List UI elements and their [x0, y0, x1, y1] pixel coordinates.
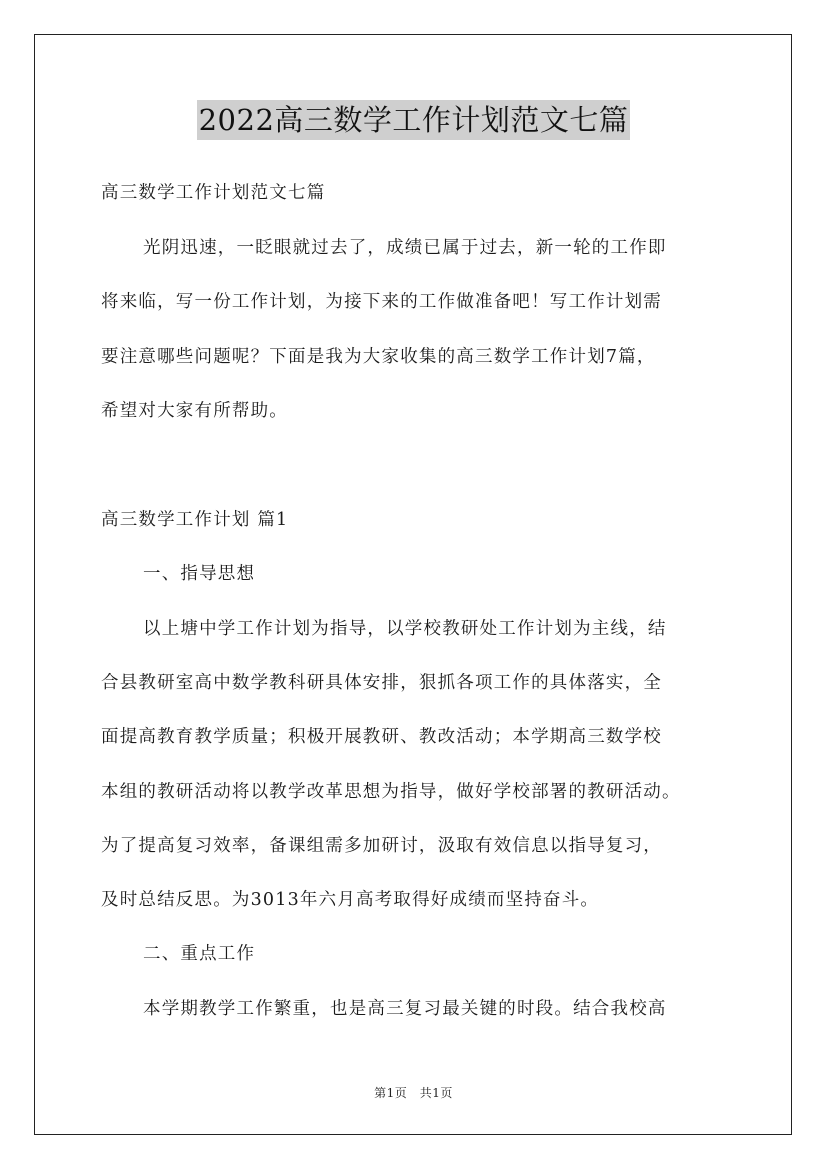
part2-heading: 二、重点工作	[143, 944, 256, 964]
document-subtitle: 高三数学工作计划范文七篇	[101, 183, 326, 203]
intro-line-1: 光阴迅速，一眨眼就过去了，成绩已属于过去，新一轮的工作即	[143, 238, 667, 258]
intro-line-4: 希望对大家有所帮助。	[101, 401, 288, 421]
page-number-footer: 第1页 共1页	[374, 1086, 453, 1100]
part1-line-2: 合县教研室高中数学教科研具体安排，狠抓各项工作的具体落实，全	[101, 673, 662, 693]
part1-line-1: 以上塘中学工作计划为指导，以学校教研处工作计划为主线，结	[143, 619, 667, 639]
part1-line-5: 为了提高复习效率，备课组需多加研讨，汲取有效信息以指导复习，	[101, 836, 662, 856]
document-title: 2022高三数学工作计划范文七篇	[197, 100, 631, 140]
part1-line-3: 面提高教育教学质量；积极开展教研、教改活动；本学期高三数学校	[101, 727, 662, 747]
intro-line-3: 要注意哪些问题呢？下面是我为大家收集的高三数学工作计划7篇，	[101, 347, 656, 367]
part2-line-1: 本学期教学工作繁重，也是高三复习最关键的时段。结合我校高	[143, 999, 667, 1019]
part1-heading: 一、指导思想	[143, 564, 256, 584]
intro-line-2: 将来临，写一份工作计划，为接下来的工作做准备吧！写工作计划需	[101, 292, 662, 312]
part1-line-4: 本组的教研活动将以教学改革思想为指导，做好学校部署的教研活动。	[101, 782, 681, 802]
section1-heading: 高三数学工作计划 篇1	[101, 510, 289, 530]
title-container	[0, 100, 827, 140]
part1-line-6: 及时总结反思。为3013年六月高考取得好成绩而坚持奋斗。	[101, 890, 600, 910]
